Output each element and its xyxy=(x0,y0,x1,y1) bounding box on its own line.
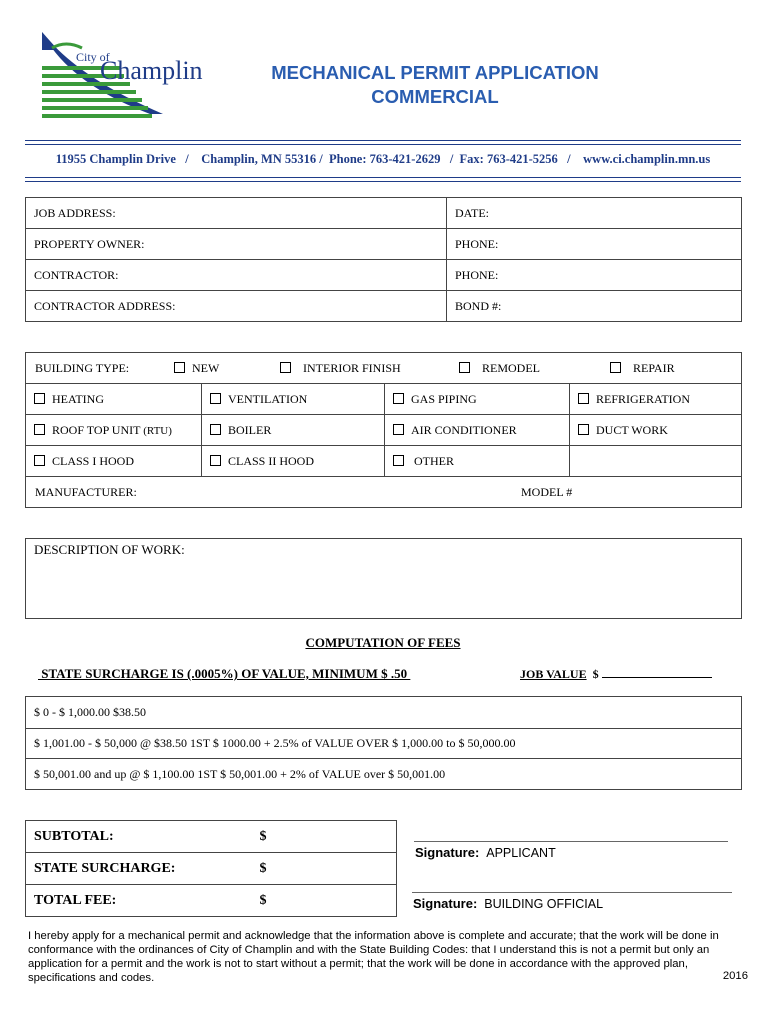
job-value-dollar: $ xyxy=(592,667,599,681)
contractor-phone-field[interactable]: PHONE: xyxy=(447,260,742,291)
city-logo xyxy=(38,28,218,120)
form-title: MECHANICAL PERMIT APPLICATION xyxy=(271,62,599,83)
logo-name-text: Champlin xyxy=(100,56,203,85)
header-rule-bottom xyxy=(25,177,741,178)
header-rule-bottom-2 xyxy=(25,181,741,182)
job-value-label: JOB VALUE xyxy=(520,667,587,681)
repair-checkbox[interactable] xyxy=(610,361,675,376)
total-fee-label: TOTAL FEE: xyxy=(26,885,252,917)
rtu-checkbox[interactable] xyxy=(26,415,202,446)
certification-text: I hereby apply for a mechanical permit and acknowledge that the information above is complete and accurate; that the work will be done in conformance with the ordinances of City of Champlin and with the State Building Codes: that I understand this is not a permit but only an application for a permit and the work is not to start without a permit; that the work will be done in accordance with the approved plan, specifications and codes. xyxy=(28,930,719,984)
remodel-checkbox[interactable] xyxy=(459,361,540,376)
air-conditioner-label: AIR CONDITIONER xyxy=(411,422,517,437)
bond-field[interactable]: BOND #: xyxy=(447,291,742,322)
interior-finish-checkbox[interactable] xyxy=(280,361,401,376)
property-owner-field[interactable]: PROPERTY OWNER: xyxy=(26,229,447,260)
rtu-label: ROOF TOP UNIT xyxy=(52,422,141,437)
applicant-signature-caption xyxy=(415,845,556,860)
logo-city-text: City of xyxy=(76,50,110,64)
ventilation-checkbox[interactable] xyxy=(202,384,385,415)
official-signature-caption xyxy=(413,896,603,911)
new-label: NEW xyxy=(192,360,220,375)
contractor-field[interactable]: CONTRACTOR: xyxy=(26,260,447,291)
state-surcharge-field[interactable]: $ xyxy=(252,853,397,885)
official-signature-line[interactable] xyxy=(412,892,732,893)
fee-row-3: $ 50,001.00 and up @ $ 1,100.00 1ST $ 50,001.00 + 2% of VALUE over $ 50,001.00 xyxy=(26,759,742,790)
header-rule-top xyxy=(25,140,741,141)
applicant-signature-label: Signature: xyxy=(415,845,480,860)
interior-finish-label: INTERIOR FINISH xyxy=(303,360,401,375)
description-field[interactable] xyxy=(26,539,742,619)
surcharge-note: STATE SURCHARGE IS (.0005%) OF VALUE, MINIMUM $ .50 xyxy=(38,666,411,681)
duct-work-label: DUCT WORK xyxy=(596,422,668,437)
heating-checkbox[interactable] xyxy=(26,384,202,415)
subtotal-label: SUBTOTAL: xyxy=(26,821,252,853)
refrigeration-label: REFRIGERATION xyxy=(596,391,691,406)
form-year: 2016 xyxy=(722,970,748,982)
contractor-address-field[interactable]: CONTRACTOR ADDRESS: xyxy=(26,291,447,322)
total-fee-field[interactable]: $ xyxy=(252,885,397,917)
ventilation-label: VENTILATION xyxy=(228,391,308,406)
applicant-signature-line[interactable] xyxy=(414,841,728,842)
form-subtitle: COMMERCIAL xyxy=(371,86,499,107)
building-type-label: BUILDING TYPE: xyxy=(35,360,130,375)
state-surcharge-label: STATE SURCHARGE: xyxy=(26,853,252,885)
refrigeration-checkbox[interactable] xyxy=(570,384,742,415)
applicant-info-table xyxy=(25,197,742,322)
other-label: OTHER xyxy=(414,453,454,468)
class1-hood-label: CLASS I HOOD xyxy=(52,453,135,468)
fee-row-2: $ 1,001.00 - $ 50,000 @ $38.50 1ST $ 1000.00 + 2.5% of VALUE OVER $ 1,000.00 to $ 50,000.00 xyxy=(26,729,742,759)
date-field[interactable]: DATE: xyxy=(447,198,742,229)
boiler-label: BOILER xyxy=(228,422,272,437)
manufacturer-field[interactable]: MANUFACTURER: xyxy=(35,484,137,499)
rtu-abbr: (RTU) xyxy=(143,424,172,437)
header-rule-top-2 xyxy=(25,144,741,145)
remodel-label: REMODEL xyxy=(482,360,540,375)
empty-cell xyxy=(570,446,742,477)
gas-piping-checkbox[interactable] xyxy=(385,384,570,415)
official-label: BUILDING OFFICIAL xyxy=(484,897,604,911)
class2-hood-label: CLASS II HOOD xyxy=(228,453,315,468)
boiler-checkbox[interactable] xyxy=(202,415,385,446)
fee-schedule-table xyxy=(25,696,742,790)
fee-row-1: $ 0 - $ 1,000.00 $38.50 xyxy=(26,697,742,729)
heating-label: HEATING xyxy=(52,391,104,406)
class2-hood-checkbox[interactable] xyxy=(202,446,385,477)
owner-phone-field[interactable]: PHONE: xyxy=(447,229,742,260)
contact-info: 11955 Champlin Drive / Champlin, MN 55316 / Phone: 763-421-2629 / Fax: 763-421-5256 / www.ci.champlin.mn.us xyxy=(55,152,711,166)
description-label: DESCRIPTION OF WORK: xyxy=(34,542,185,557)
new-checkbox[interactable] xyxy=(174,361,219,376)
description-table xyxy=(25,538,742,619)
work-type-table xyxy=(25,352,742,508)
air-conditioner-checkbox[interactable] xyxy=(385,415,570,446)
model-field[interactable]: MODEL # xyxy=(521,484,573,499)
fees-title: COMPUTATION OF FEES xyxy=(305,635,461,650)
totals-table xyxy=(25,820,397,917)
other-checkbox[interactable] xyxy=(385,446,570,477)
applicant-label: APPLICANT xyxy=(486,846,556,860)
gas-piping-label: GAS PIPING xyxy=(411,391,477,406)
job-address-field[interactable]: JOB ADDRESS: xyxy=(26,198,447,229)
duct-work-checkbox[interactable] xyxy=(570,415,742,446)
subtotal-field[interactable]: $ xyxy=(252,821,397,853)
job-value-field[interactable] xyxy=(520,667,712,682)
repair-label: REPAIR xyxy=(633,360,675,375)
class1-hood-checkbox[interactable] xyxy=(26,446,202,477)
official-signature-label: Signature: xyxy=(413,896,478,911)
